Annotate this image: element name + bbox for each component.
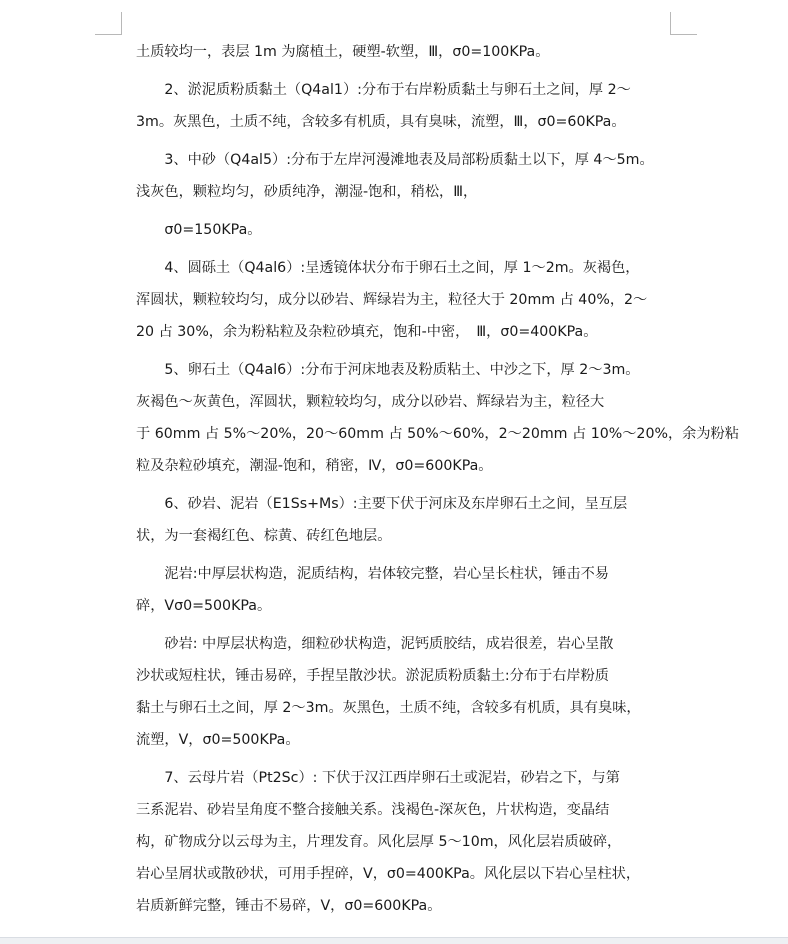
paragraph bbox=[136, 74, 676, 138]
text-line: 构，矿物成分以云母为主，片理发育。风化层厚 5～10m，风化层岩质破碎， bbox=[136, 834, 622, 850]
text-line: 5、卵石土（Q4al6）:分布于河床地表及粉质粘土、中沙之下，厚 2～3m。 bbox=[136, 362, 640, 378]
paragraph bbox=[136, 252, 676, 348]
text-line: 流塑，Ⅴ，σ0=500KPa。 bbox=[136, 732, 300, 748]
paragraph bbox=[136, 488, 676, 552]
text-line: 3m。灰黑色，土质不纯，含较多有机质，具有臭味，流塑，Ⅲ，σ0=60KPa。 bbox=[136, 114, 626, 130]
paragraph bbox=[136, 144, 676, 208]
text-line: 7、云母片岩（Pt2Sc）: 下伏于汉江西岸卵石土或泥岩，砂岩之下，与第 bbox=[136, 770, 620, 786]
paragraph bbox=[136, 628, 676, 756]
paragraph bbox=[136, 214, 676, 246]
text-line: 状，为一套褐红色、棕黄、砖红色地层。 bbox=[136, 528, 392, 544]
page-bottom-edge bbox=[0, 937, 788, 944]
text-line: 岩心呈屑状或散砂状，可用手捏碎，Ⅴ，σ0=400KPa。风化层以下岩心呈柱状， bbox=[136, 866, 641, 882]
text-line: 灰褐色～灰黄色，浑圆状，颗粒较均匀，成分以砂岩、辉绿岩为主，粒径大 bbox=[136, 394, 605, 410]
text-line: 浅灰色，颗粒均匀，砂质纯净，潮湿-饱和，稍松，Ⅲ， bbox=[136, 184, 478, 200]
text-line: 4、圆砾土（Q4al6）:呈透镜体状分布于卵石土之间，厚 1～2m。灰褐色， bbox=[136, 260, 640, 276]
text-line: 浑圆状，颗粒较均匀，成分以砂岩、辉绿岩为主，粒径大于 20mm 占 40%，2～ bbox=[136, 292, 648, 308]
paragraph bbox=[136, 558, 676, 622]
text-line: 三系泥岩、砂岩呈角度不整合接触关系。浅褐色-深灰色，片状构造，变晶结 bbox=[136, 802, 610, 818]
text-line: 砂岩: 中厚层状构造，细粒砂状构造，泥钙质胶结，成岩很差，岩心呈散 bbox=[136, 636, 614, 652]
text-line: 沙状或短柱状，锤击易碎，手捏呈散沙状。淤泥质粉质黏土:分布于右岸粉质 bbox=[136, 668, 609, 684]
text-line: 2、淤泥质粉质黏土（Q4al1）:分布于右岸粉质黏土与卵石土之间，厚 2～ bbox=[136, 82, 631, 98]
paragraph bbox=[136, 762, 676, 922]
text-line: 6、砂岩、泥岩（E1Ss+Ms）:主要下伏于河床及东岸卵石土之间，呈互层 bbox=[136, 496, 628, 512]
document-body[interactable] bbox=[136, 36, 739, 928]
text-line: 粒及杂粒砂填充，潮湿-饱和，稍密，Ⅳ，σ0=600KPa。 bbox=[136, 458, 493, 474]
text-line: 碎，Ⅴσ0=500KPa。 bbox=[136, 598, 272, 614]
text-line: 土质较均一，表层 1m 为腐植土，硬塑-软塑，Ⅲ，σ0=100KPa。 bbox=[136, 44, 550, 60]
text-line: 于 60mm 占 5%～20%，20～60mm 占 50%～60%，2～20mm 占 10%～20%，余为粉粘 bbox=[136, 426, 739, 442]
page-corner-mark-right bbox=[670, 12, 697, 35]
paragraph bbox=[136, 36, 676, 68]
text-line: 20 占 30%，余为粉粘粒及杂粒砂填充，饱和-中密， Ⅲ，σ0=400KPa。 bbox=[136, 324, 598, 340]
page-corner-mark-left bbox=[95, 12, 122, 35]
text-line: 岩质新鲜完整，锤击不易碎，Ⅴ，σ0=600KPa。 bbox=[136, 898, 442, 914]
paragraph bbox=[136, 354, 739, 482]
text-line: 3、中砂（Q4al5）:分布于左岸河漫滩地表及局部粉质黏土以下，厚 4～5m。 bbox=[136, 152, 654, 168]
text-line: σ0=150KPa。 bbox=[136, 222, 262, 238]
text-line: 黏土与卵石土之间，厚 2～3m。灰黑色，土质不纯，含较多有机质，具有臭味， bbox=[136, 700, 641, 716]
text-line: 泥岩:中厚层状构造，泥质结构，岩体较完整，岩心呈长柱状，锤击不易 bbox=[136, 566, 609, 582]
